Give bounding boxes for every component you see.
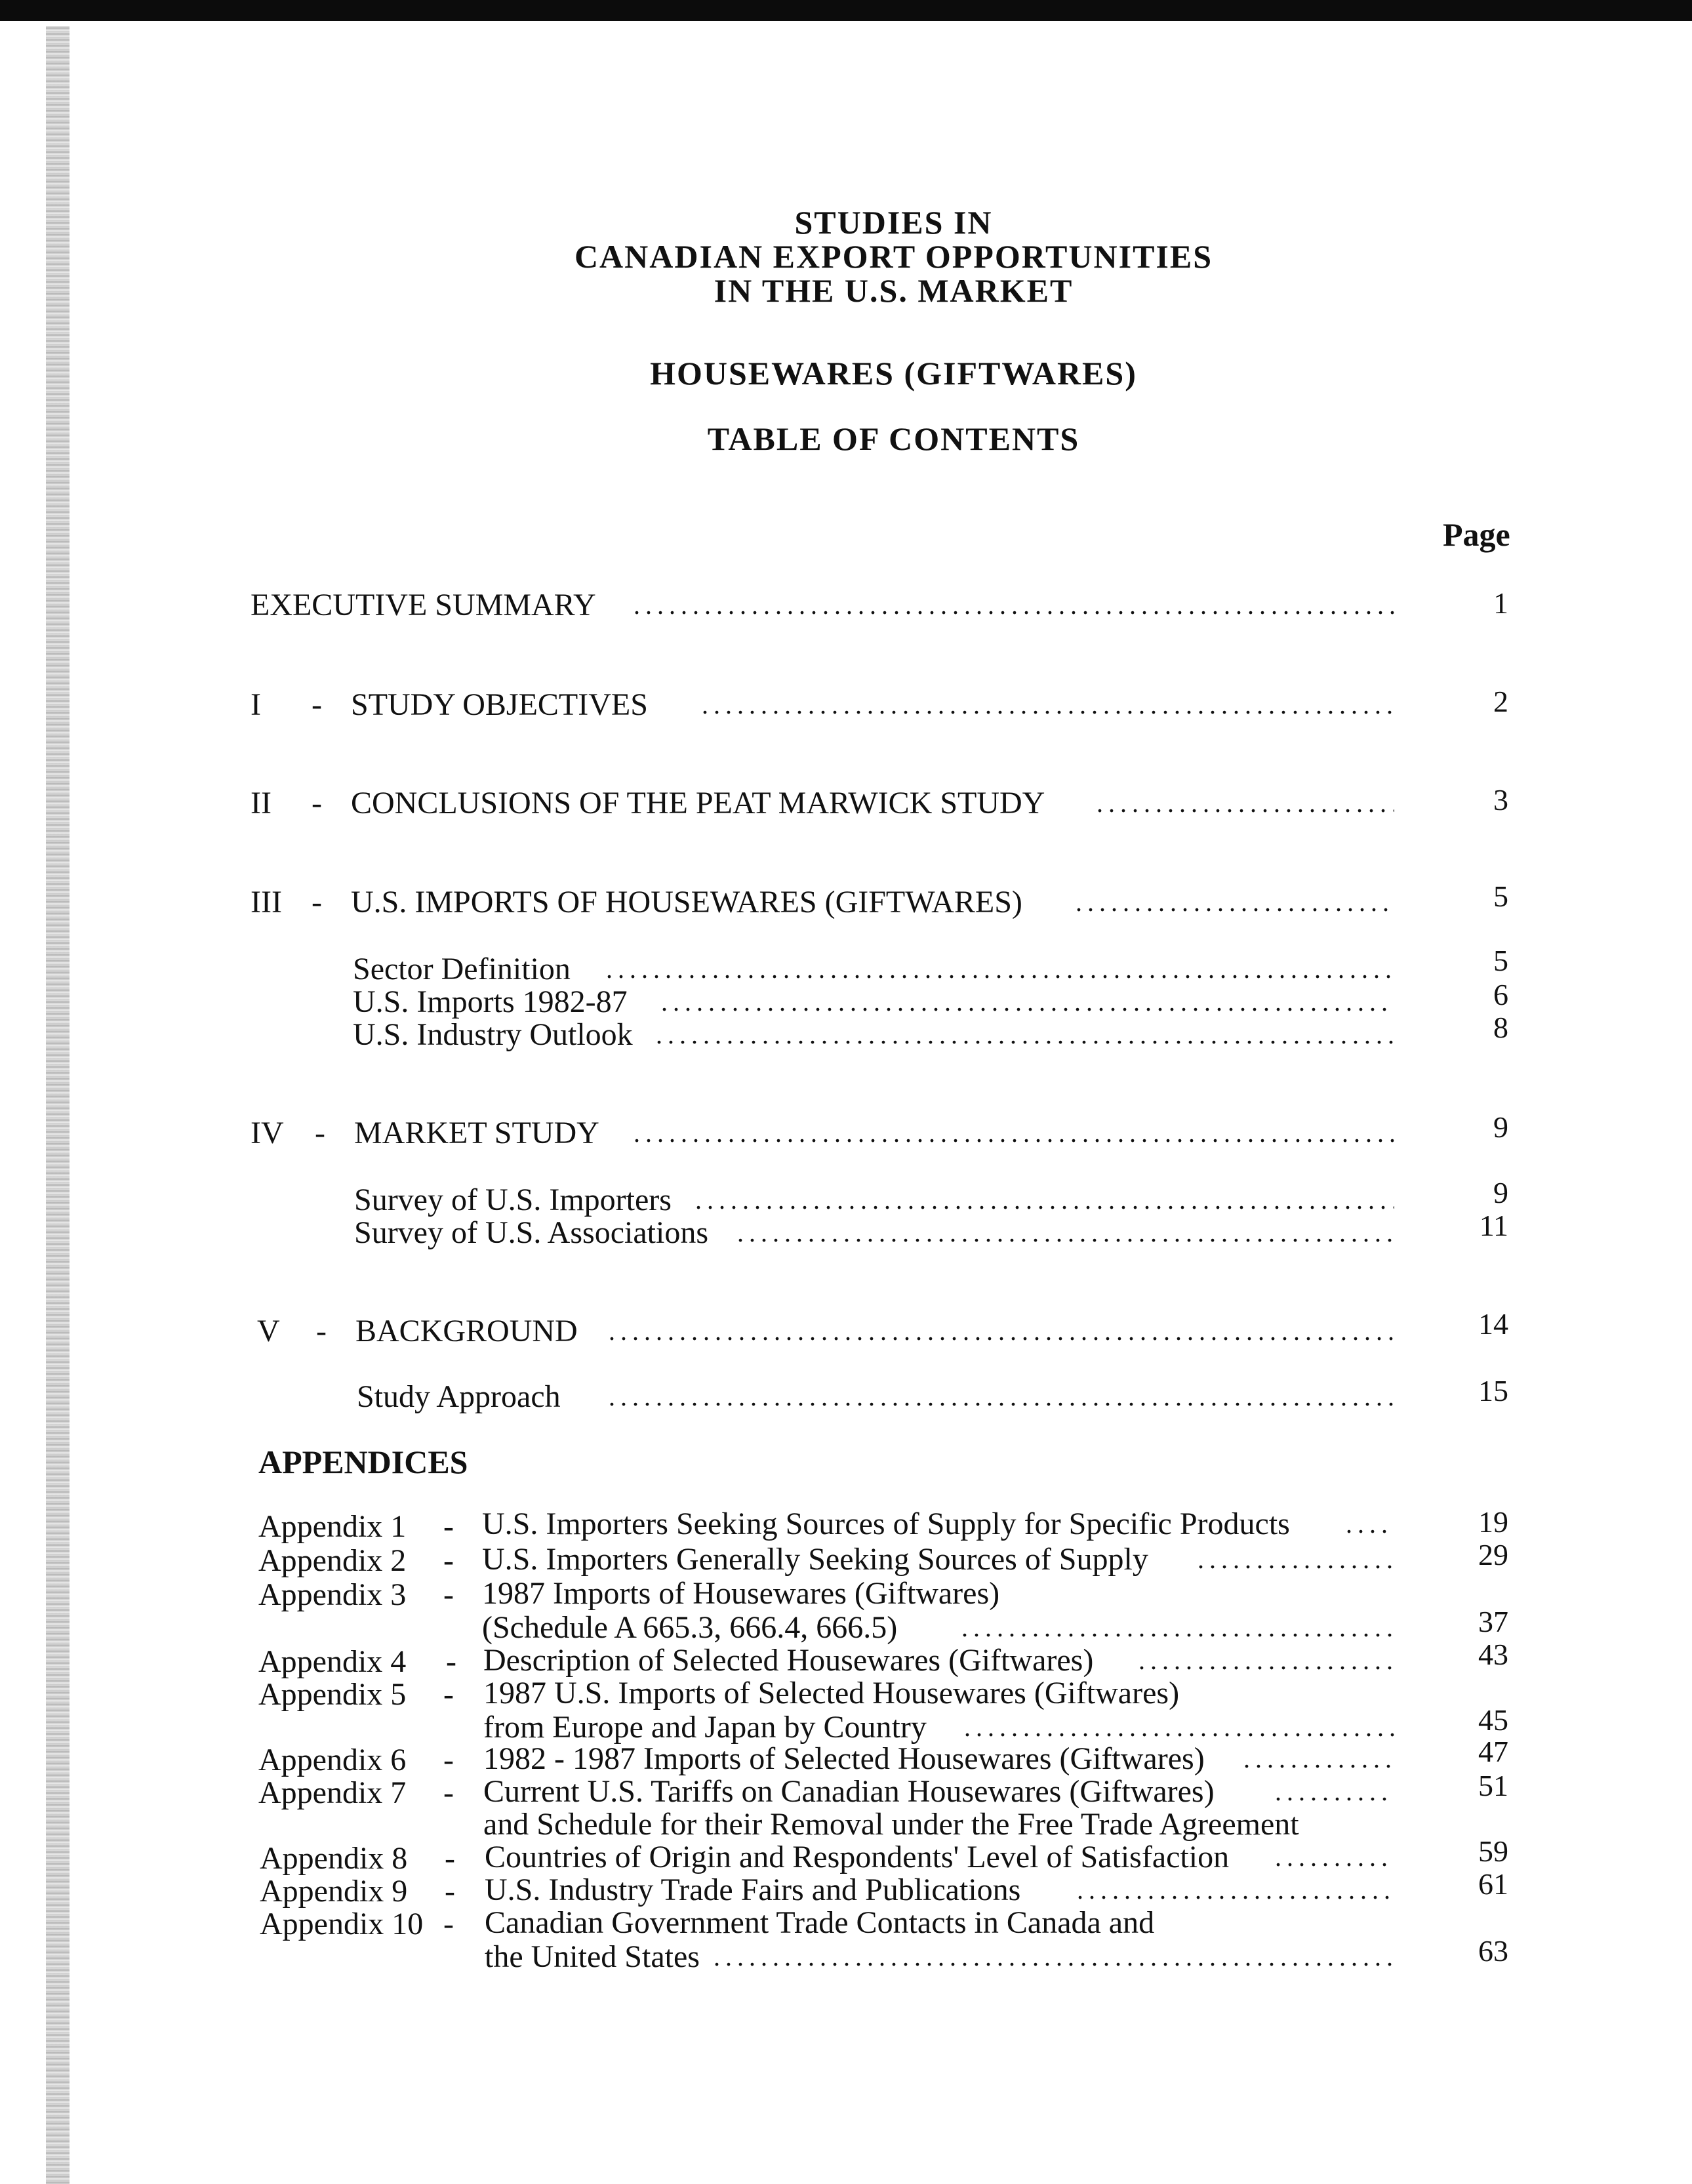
appendix-title-line: U.S. Industry Trade Fairs and Publications <box>485 1872 1021 1907</box>
appendix-id: Appendix 8 <box>260 1841 408 1876</box>
appendix-title-line: U.S. Importers Seeking Sources of Supply for Specific Products <box>482 1507 1290 1541</box>
appendix-title-line: from Europe and Japan by Country <box>483 1710 927 1745</box>
section-dash: - <box>316 1314 327 1348</box>
appendix-id: Appendix 2 <box>258 1543 407 1578</box>
appendix-dash: - <box>443 1543 454 1578</box>
toc-entry-label: EXECUTIVE SUMMARY <box>251 588 596 622</box>
page-number: 1 <box>1493 586 1508 620</box>
page-number: 3 <box>1493 783 1508 817</box>
section-numeral: II <box>251 786 272 820</box>
appendix-id: Appendix 3 <box>258 1577 407 1612</box>
title-line-2: CANADIAN EXPORT OPPORTUNITIES <box>574 238 1213 275</box>
section-dash: - <box>312 885 322 920</box>
appendix-id: Appendix 7 <box>258 1775 407 1810</box>
page-number: 43 <box>1478 1638 1508 1671</box>
page-number: 37 <box>1478 1605 1508 1638</box>
page-number: 2 <box>1493 685 1508 718</box>
scan-left-edge <box>46 26 70 2184</box>
page-number: 63 <box>1478 1934 1508 1968</box>
page-number: 61 <box>1478 1867 1508 1901</box>
section-label: CONCLUSIONS OF THE PEAT MARWICK STUDY <box>351 786 1045 820</box>
appendix-dash: - <box>445 1841 455 1876</box>
appendix-id: Appendix 9 <box>260 1874 408 1909</box>
appendix-title-line: and Schedule for their Removal under the Free Trade Agreement <box>483 1807 1299 1842</box>
page-number: 8 <box>1493 1011 1508 1044</box>
page-number: 45 <box>1478 1703 1508 1737</box>
appendix-dash: - <box>443 1577 454 1612</box>
section-dash: - <box>312 786 322 820</box>
section-numeral: I <box>251 687 261 722</box>
appendix-title-line: 1987 Imports of Housewares (Giftwares) <box>482 1576 1000 1611</box>
appendix-title-line: Countries of Origin and Respondents' Level of Satisfaction <box>485 1840 1230 1874</box>
section-label: MARKET STUDY <box>354 1116 599 1150</box>
appendix-dash: - <box>443 1907 454 1941</box>
page-number: 19 <box>1478 1505 1508 1539</box>
dot-leader <box>714 1940 1394 1974</box>
dot-leader <box>1097 786 1394 820</box>
page-number: 47 <box>1478 1735 1508 1768</box>
dot-leader <box>961 1611 1394 1645</box>
dot-leader <box>1077 1873 1394 1907</box>
appendix-dash: - <box>443 1775 454 1810</box>
dot-leader <box>695 1183 1394 1217</box>
page-number: 15 <box>1478 1374 1508 1407</box>
page-number: 11 <box>1479 1209 1508 1242</box>
appendix-title-line: Description of Selected Housewares (Giftwares) <box>483 1643 1094 1678</box>
dot-leader <box>634 1116 1394 1150</box>
scan-top-border <box>0 0 1692 21</box>
section-numeral: IV <box>251 1116 284 1150</box>
dot-leader <box>606 952 1394 986</box>
document-subtitle: HOUSEWARES (GIFTWARES) <box>650 355 1137 392</box>
appendix-title-line: 1982 - 1987 Imports of Selected Housewares (Giftwares) <box>483 1741 1205 1776</box>
section-label: U.S. IMPORTS OF HOUSEWARES (GIFTWARES) <box>351 885 1022 920</box>
section-numeral: V <box>257 1314 280 1348</box>
dot-leader <box>1076 885 1394 920</box>
appendix-id: Appendix 10 <box>260 1907 424 1941</box>
dot-leader <box>1243 1742 1394 1776</box>
appendices-heading: APPENDICES <box>258 1444 468 1480</box>
appendix-title-line: Canadian Government Trade Contacts in Canada and <box>485 1905 1155 1940</box>
subentry-label: U.S. Industry Outlook <box>353 1017 633 1052</box>
toc-heading: TABLE OF CONTENTS <box>707 420 1080 457</box>
appendix-title-line: (Schedule A 665.3, 666.4, 666.5) <box>482 1610 898 1645</box>
dot-leader <box>702 688 1394 722</box>
page-number: 29 <box>1478 1538 1508 1571</box>
appendix-dash: - <box>443 1743 454 1777</box>
dot-leader <box>1198 1543 1394 1577</box>
subentry-label: Sector Definition <box>353 952 571 986</box>
appendix-id: Appendix 4 <box>258 1644 407 1679</box>
dot-leader <box>661 985 1394 1019</box>
appendix-title-line: 1987 U.S. Imports of Selected Housewares (Giftwares) <box>483 1676 1180 1710</box>
subentry-label: U.S. Imports 1982-87 <box>353 984 628 1019</box>
subentry-label: Survey of U.S. Associations <box>354 1215 708 1250</box>
page-number: 9 <box>1493 1110 1508 1144</box>
dot-leader <box>634 588 1394 622</box>
appendix-title-line: the United States <box>485 1939 700 1974</box>
appendix-id: Appendix 6 <box>258 1743 407 1777</box>
dot-leader <box>609 1380 1394 1414</box>
appendix-id: Appendix 5 <box>258 1677 407 1712</box>
page-number: 9 <box>1493 1176 1508 1209</box>
dot-leader <box>964 1710 1394 1745</box>
page-number: 5 <box>1493 944 1508 977</box>
section-dash: - <box>312 687 322 722</box>
section-numeral: III <box>251 885 282 920</box>
page-number: 51 <box>1478 1769 1508 1802</box>
subentry-label: Survey of U.S. Importers <box>354 1183 672 1217</box>
title-line-1: STUDIES IN <box>794 204 993 241</box>
dot-leader <box>609 1314 1394 1348</box>
page-number: 59 <box>1478 1834 1508 1868</box>
dot-leader <box>1138 1644 1394 1678</box>
appendix-title-line: U.S. Importers Generally Seeking Sources of Supply <box>482 1542 1148 1577</box>
dot-leader <box>737 1216 1394 1250</box>
page-number: 14 <box>1478 1307 1508 1341</box>
dot-leader <box>1346 1507 1394 1541</box>
dot-leader <box>1275 1775 1394 1809</box>
page-number: 6 <box>1493 978 1508 1011</box>
appendix-title-line: Current U.S. Tariffs on Canadian Housewares (Giftwares) <box>483 1774 1215 1809</box>
appendix-dash: - <box>443 1677 454 1712</box>
section-dash: - <box>315 1116 325 1150</box>
appendix-dash: - <box>446 1644 456 1679</box>
appendix-dash: - <box>443 1509 454 1544</box>
title-line-3: IN THE U.S. MARKET <box>714 272 1074 309</box>
section-label: STUDY OBJECTIVES <box>351 687 648 722</box>
dot-leader <box>656 1018 1394 1052</box>
dot-leader <box>1275 1840 1394 1874</box>
subentry-label: Study Approach <box>357 1379 561 1414</box>
page-column-label: Page <box>1443 516 1510 553</box>
appendix-dash: - <box>445 1874 455 1909</box>
section-label: BACKGROUND <box>355 1314 578 1348</box>
page-number: 5 <box>1493 880 1508 913</box>
appendix-id: Appendix 1 <box>258 1509 407 1544</box>
